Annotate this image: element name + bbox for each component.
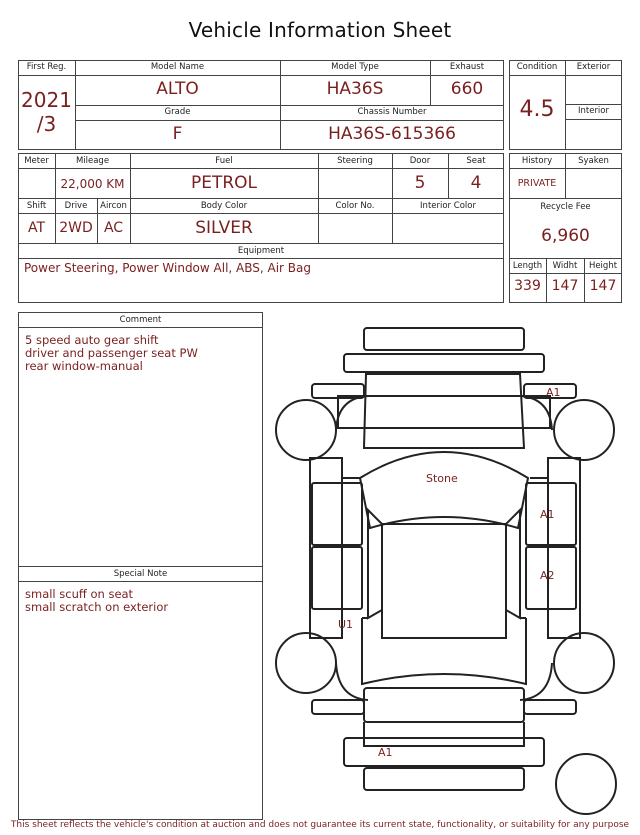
- door-label: Door: [409, 156, 431, 166]
- recycle-fee-value: 6,960: [541, 226, 590, 246]
- hood-outline: [364, 374, 524, 448]
- comment-text: 5 speed auto gear shift driver and passenger seat PW rear window-manual: [25, 333, 198, 373]
- mileage-label: Mileage: [75, 156, 110, 166]
- condition-label: Condition: [516, 62, 558, 72]
- height-value: 147: [589, 278, 617, 294]
- body-color-value: SILVER: [195, 218, 253, 238]
- model-name-value: ALTO: [156, 79, 199, 99]
- exhaust-value: 660: [450, 79, 484, 99]
- rear-left-wheel: [276, 633, 336, 693]
- interior-label: Interior: [577, 106, 609, 116]
- fuel-value: PETROL: [190, 173, 258, 193]
- syaken-label: Syaken: [578, 156, 609, 166]
- equipment-label: Equipment: [237, 246, 285, 256]
- length-label: Length: [512, 261, 543, 271]
- body-color-label: Body Color: [200, 201, 248, 211]
- seat-value: 4: [470, 173, 482, 193]
- color-no-label: Color No.: [335, 201, 375, 211]
- mark-a1-rear: A1: [378, 746, 393, 759]
- special-note-text: small scuff on seat small scratch on exterior: [25, 587, 169, 614]
- shift-label: Shift: [26, 201, 47, 211]
- left-door-front: [312, 483, 362, 545]
- rear-right-wheel: [554, 633, 614, 693]
- width-label: Widht: [552, 261, 578, 271]
- recycle-fee-label: Recycle Fee: [540, 202, 591, 212]
- model-type-label: Model Type: [331, 62, 379, 72]
- drive-value: 2WD: [59, 220, 93, 236]
- sheet-title: Vehicle Information Sheet: [188, 18, 452, 42]
- first-reg-value: 2021 /3: [21, 88, 72, 136]
- shift-value: AT: [27, 220, 46, 236]
- exhaust-label: Exhaust: [449, 62, 485, 72]
- mark-stone: Stone: [426, 472, 458, 485]
- model-type-value: HA36S: [326, 79, 384, 99]
- history-label: History: [521, 156, 553, 166]
- meter-label: Meter: [24, 156, 49, 166]
- model-name-label: Model Name: [150, 62, 205, 72]
- aircon-value: AC: [103, 220, 124, 236]
- length-value: 339: [514, 278, 541, 294]
- drive-label: Drive: [64, 201, 88, 211]
- mark-a1-right: A1: [540, 508, 555, 521]
- fuel-label: Fuel: [215, 156, 233, 166]
- spare-wheel: [556, 754, 616, 814]
- seat-label: Seat: [466, 156, 486, 166]
- mark-u1-left: U1: [338, 618, 354, 631]
- front-right-wheel: [554, 400, 614, 460]
- rear-bumper-outline: [344, 738, 544, 766]
- equipment-value: Power Steering, Power Window All, ABS, Air Bag: [24, 261, 312, 275]
- car-damage-diagram: [268, 318, 628, 818]
- interior-color-label: Interior Color: [420, 201, 476, 211]
- condition-value: 4.5: [519, 97, 555, 122]
- trunk-outline: [364, 688, 524, 722]
- exterior-label: Exterior: [576, 62, 611, 72]
- door-value: 5: [414, 173, 426, 193]
- mileage-value: 22,000 KM: [60, 177, 125, 191]
- history-value: PRIVATE: [517, 178, 557, 189]
- windshield-outline: [360, 452, 528, 528]
- chassis-number-label: Chassis Number: [357, 107, 427, 117]
- grade-label: Grade: [164, 107, 191, 117]
- mark-a1-front: A1: [546, 386, 561, 399]
- front-bumper-outline: [364, 328, 524, 350]
- first-reg-label: First Reg.: [26, 62, 67, 72]
- width-value: 147: [551, 278, 579, 294]
- height-label: Height: [588, 261, 618, 271]
- steering-label: Steering: [337, 156, 373, 166]
- comment-label: Comment: [119, 315, 162, 325]
- grade-value: F: [172, 124, 183, 144]
- front-left-wheel: [276, 400, 336, 460]
- aircon-label: Aircon: [100, 201, 127, 211]
- special-note-label: Special Note: [113, 569, 168, 579]
- mark-a2-right: A2: [540, 569, 555, 582]
- disclaimer-footer: This sheet reflects the vehicle's condition at auction and does not guarantee its current state, functionality, or suitability for any purpose: [10, 820, 630, 830]
- roof-outline: [382, 524, 506, 638]
- chassis-number-value: HA36S-615366: [328, 124, 456, 144]
